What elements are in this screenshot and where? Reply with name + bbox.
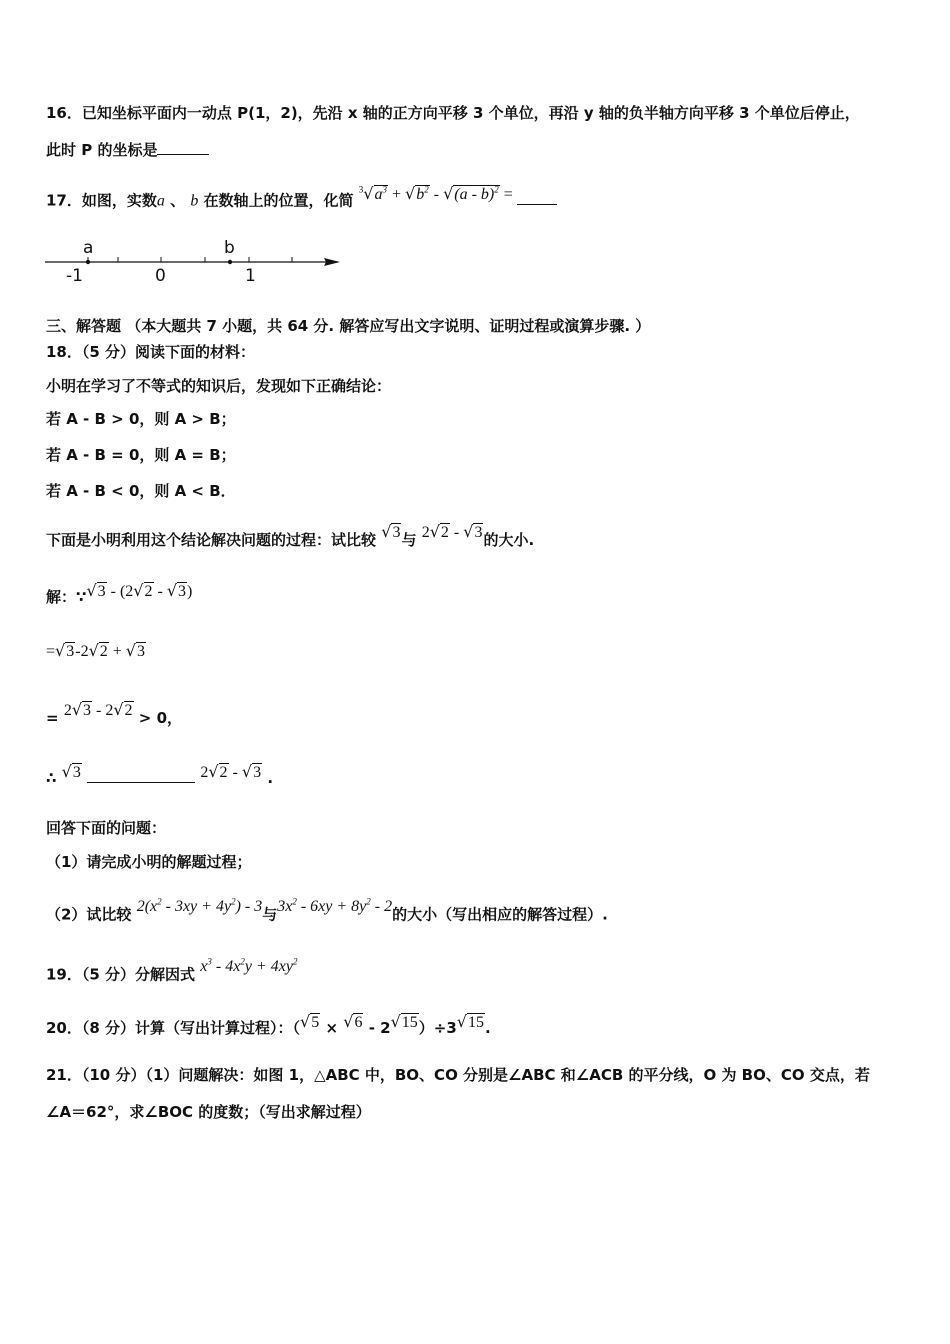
q19-exp3: 3 [207,957,212,967]
q18-solution-step3: = 2√3 - 2√2 > 0， [46,700,183,727]
q20-sqrt15b: 15 [468,1014,484,1031]
q17-var-b: b [190,192,199,210]
q17-paren-exp: 2 [494,185,499,195]
q18-title: 18．（5 分）阅读下面的材料： [46,343,256,361]
q18-part2-expr1-c: ) - 3 [235,898,263,916]
q20-times: × [320,1019,344,1037]
q20-line: 20．（8 分）计算（写出计算过程）：（√5 × √6 - 2√15）÷3√15. [46,1012,491,1037]
q18-step1-sqrt3b: 3 [178,583,187,600]
q17-expression: $^3√a^3 + √b^2 - √(a - b)^2$ = [358,184,513,204]
point-a-dot [86,260,90,264]
section-3-heading: 三、解答题 （本大题共 7 小题，共 64 分. 解答应写出文字说明、证明过程或演算步骤. ） [46,317,651,335]
q18-rhs-minus: - [449,524,464,541]
label-tick-neg1: -1 [66,266,83,286]
q17-answer-blank [517,204,557,205]
q18-part2-exp-c: 2 [292,897,297,907]
q18-concl-period: . [267,769,274,787]
q18-step2-b: + [108,643,126,660]
q18-part2-exp-a: 2 [157,897,162,907]
q18-part2-yu: 与 [262,905,278,924]
q18-step3-suffix: > 0， [138,709,183,727]
q18-rule3: 若 A - B < 0，则 A < B． [46,482,236,500]
q18-part2-expr2-a: 3x [277,898,293,916]
q18-part2-expr2-b: - 6xy + 8y [296,898,367,916]
q18-rhs-two: 2 [421,524,430,541]
q16-answer-blank [157,154,209,155]
q18-concl-sqrt2: 2 [219,764,228,781]
q17-prefix: 17．如图，实数 [46,191,157,210]
q17-sq-radicand: b [416,186,425,204]
q18-conclusion-blank [87,782,195,783]
q18-step3-sqrt2: 2 [124,702,133,719]
q18-part2-exp-d: 2 [366,897,371,907]
q18-rule2: 若 A - B = 0，则 A = B； [46,446,236,464]
q18-compare-sqrt3: 3 [392,524,401,541]
q17-cube-index: 3 [358,185,364,195]
q17-paren-radicand: (a - b) [454,186,495,204]
q17-sq-exp: 2 [424,185,429,195]
q18-answer-prompt: 回答下面的问题： [46,819,167,837]
q18-rule1: 若 A - B > 0，则 A > B； [46,410,236,428]
q19-exp2: 2 [240,957,245,967]
q17-equals: = [499,186,513,204]
q18-part2-expr2 [277,898,392,915]
q18-solution-step1: 解：∵√3 - (2√2 - √3) [46,581,193,606]
q18-concl-minus: - [228,764,242,781]
q18-step3-b: - 2 [92,702,114,719]
q18-step3-a: 2 [63,702,72,719]
q18-step2-sqrt2: 2 [99,643,108,660]
label-point-a: a [83,238,94,258]
q18-part1: （1）请完成小明的解题过程； [46,853,252,871]
q18-therefore: ∴ [46,769,57,787]
q18-step3-sqrt3: 3 [83,702,92,719]
q17-minus: - [429,186,444,204]
q17-sep: 、 [164,191,191,210]
q17-line [46,186,557,211]
q19-exp2b: 2 [292,957,298,967]
q19-expr-c: y + 4xy [244,958,293,976]
q20-period: . [485,1019,491,1037]
q20-sqrt6: 6 [354,1014,363,1031]
q19-expr-b: - 4x [211,958,241,976]
q19-expr-a: x [200,958,208,976]
q20-minus2: - 2 [363,1019,391,1037]
q18-step1-sqrt2: 2 [144,583,153,600]
q18-step2-eq: = [46,643,56,660]
q18-part2-exp-b: 2 [231,897,236,907]
q17-cube-radicand: a [374,186,383,204]
q18-concl-sqrt3: 3 [72,764,81,781]
q18-part2-expr1-a: 2(x [136,898,158,916]
q18-solution-step2: =√3-2√2 + √3 [46,641,145,660]
q21-line2: ∠A＝62°，求∠BOC 的度数；（写出求解过程） [46,1103,371,1121]
q18-compare-yu: 与 [401,531,417,549]
q18-step2-sqrt3: 3 [66,643,75,660]
q18-part2-expr1 [137,898,263,915]
label-point-b: b [224,238,235,258]
q18-step2-a: -2 [75,643,89,660]
q16-line2 [46,140,209,160]
q17-plus: + [388,186,406,204]
q18-step1-b: - [153,583,167,600]
q18-step1-c: ) [187,583,193,600]
q18-compare-prefix: 下面是小明利用这个结论解决问题的过程：试比较 [46,531,377,549]
q18-part2-prefix: （2）试比较 [46,905,132,924]
q18-rhs-sqrt2: 2 [440,524,449,541]
number-line [40,236,350,290]
q18-compare-suffix: 的大小. [483,531,535,549]
q18-step2-sqrt3b: 3 [137,643,145,660]
q19-line [46,957,298,985]
q18-step1-sqrt3: 3 [97,583,106,600]
q16-line2-text: 此时 P 的坐标是 [46,141,158,159]
q16-line1: 16．已知坐标平面内一动点 P(1，2)，先沿 x 轴的正方向平移 3 个单位，再沿 y 轴的负半轴方向平移 3 个单位后停止， [46,104,860,122]
q19-text: 19．（5 分）分解因式 [46,965,196,984]
point-b-dot [228,260,232,264]
label-tick-1: 1 [245,266,256,286]
q18-concl-two: 2 [200,764,209,781]
q20-sqrt5: 5 [311,1014,320,1031]
q18-part2-expr1-b: - 3xy + 4y [161,898,232,916]
q17-cube-exp: 3 [382,185,387,195]
q20-close: ）÷3 [418,1019,457,1037]
q18-compare-rhs: 2√2 - √3 [421,522,483,541]
q18-compare-line [46,522,535,551]
q18-solution-label: 解：∵ [46,588,87,606]
q18-compare-lhs: √3 [381,522,401,541]
q19-expression [200,958,297,975]
q18-part2-expr2-c: - 2 [370,898,393,916]
q18-step1-a: - (2 [106,583,134,600]
q17-mid: 在数轴上的位置，化简 [198,191,354,210]
q20-sqrt15: 15 [401,1014,418,1031]
q18-rhs-sqrt3: 3 [474,524,483,541]
q20-text: 20．（8 分）计算（写出计算过程）：（ [46,1019,301,1037]
label-tick-0: 0 [155,266,166,286]
q18-solution-conclusion: ∴ √3 2√2 - √3 . [46,762,274,787]
q18-concl-sqrt3b: 3 [253,764,262,781]
q18-intro: 小明在学习了不等式的知识后，发现如下正确结论： [46,377,392,395]
q17-var-a: a [156,192,165,210]
q21-line1: 21．（10 分）（1）问题解决：如图 1，△ABC 中，BO、CO 分别是∠ABC 和∠ACB 的平分线，O 为 BO、CO 交点，若 [46,1066,870,1084]
q18-step3-eq: = [46,709,59,727]
q18-part2-suffix: 的大小（写出相应的解答过程）. [392,905,608,924]
q18-part2 [46,897,608,925]
number-line-arrow [324,258,340,266]
